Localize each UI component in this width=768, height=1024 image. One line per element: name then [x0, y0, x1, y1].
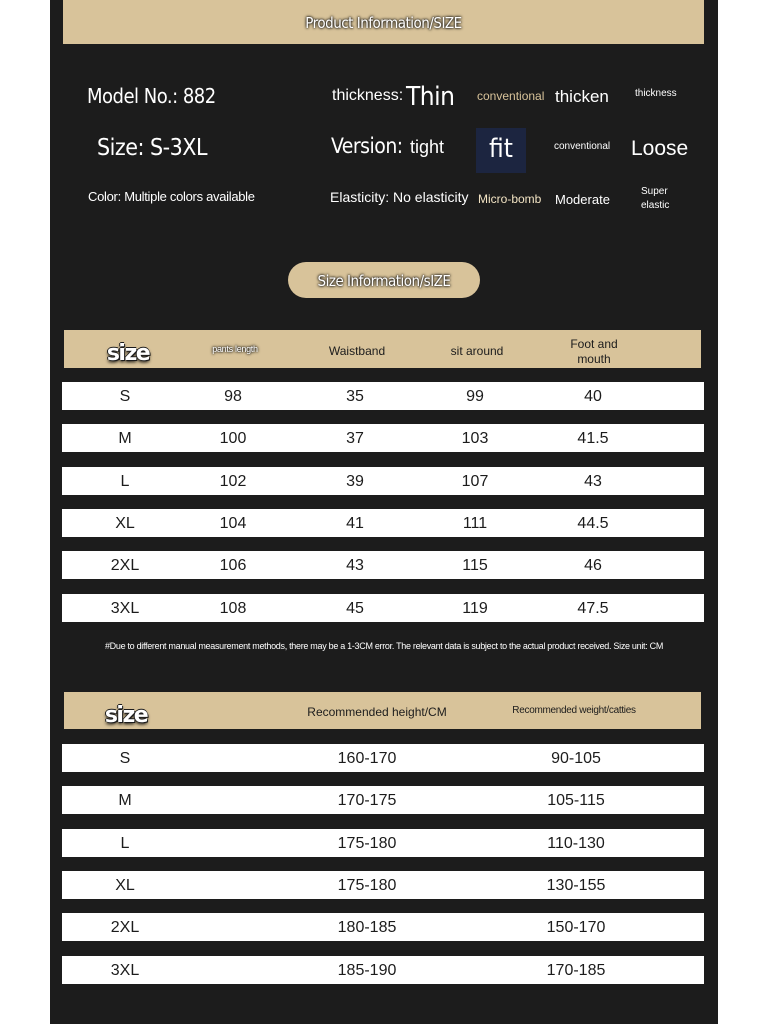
version-label: Version: — [331, 134, 403, 158]
table-cell: 170-185 — [546, 962, 606, 979]
table-cell: 185-190 — [337, 962, 397, 979]
table-row — [62, 956, 704, 984]
table-cell: 3XL — [110, 962, 140, 979]
table-cell: L — [120, 835, 130, 852]
table-cell: 35 — [346, 388, 364, 405]
version-option-fit: fit — [489, 134, 513, 164]
table-cell: 2XL — [110, 919, 140, 936]
header-bar — [63, 0, 704, 44]
table-cell: 150-170 — [546, 919, 606, 936]
table-cell: 40 — [584, 388, 602, 405]
table-cell: M — [118, 430, 132, 447]
color-info: Color: Multiple colors available — [88, 189, 255, 204]
table-cell: 44.5 — [577, 515, 609, 532]
table-cell: 108 — [219, 600, 247, 617]
table-cell: 100 — [219, 430, 247, 447]
size-info-pill — [288, 262, 480, 298]
table-cell: 170-175 — [337, 792, 397, 809]
version-option-conventional: conventional — [554, 141, 611, 152]
table-cell: XL — [115, 877, 135, 894]
table-cell: 99 — [466, 388, 484, 405]
thickness-option-conventional: conventional — [477, 89, 545, 103]
thickness-label: thickness: — [332, 87, 404, 104]
elasticity-option-super: Super elastic — [641, 186, 670, 211]
table-cell: 98 — [224, 388, 242, 405]
table-cell: 107 — [461, 473, 489, 490]
table-cell: 47.5 — [577, 600, 609, 617]
table-cell: XL — [115, 515, 135, 532]
table-cell: 106 — [219, 557, 247, 574]
table-cell: 43 — [346, 557, 364, 574]
header-foot-mouth: Foot and mouth — [570, 337, 618, 366]
measurement-note: #Due to different manual measurement methods, there may be a 1-3CM error. The relevant data is subject to the actual product received. Size unit: CM — [104, 641, 664, 651]
table-cell: 160-170 — [337, 750, 397, 767]
table-cell: 41 — [346, 515, 364, 532]
table-cell: 90-105 — [551, 750, 601, 767]
table-row — [62, 509, 704, 537]
thickness-option-thin: Thin — [406, 82, 455, 112]
header-rec-height: Recommended height/CM — [307, 705, 447, 719]
table-cell: 105-115 — [547, 792, 605, 809]
table-cell: 3XL — [110, 600, 140, 617]
thickness-option-thicken: thicken — [555, 87, 609, 106]
size-range: Size: S-3XL — [97, 135, 207, 161]
table-cell: S — [119, 388, 131, 405]
header-sit-around: sit around — [450, 344, 504, 358]
header-rec-weight: Recommended weight/catties — [512, 705, 636, 716]
table-cell: S — [119, 750, 131, 767]
table-cell: L — [120, 473, 130, 490]
table-row — [62, 744, 704, 772]
table-cell: 180-185 — [337, 919, 397, 936]
table-cell: 43 — [584, 473, 602, 490]
table-row — [62, 424, 704, 452]
table-row — [62, 551, 704, 579]
table-cell: 104 — [219, 515, 247, 532]
table-cell: 41.5 — [577, 430, 609, 447]
table-cell: 102 — [219, 473, 247, 490]
table-row — [62, 913, 704, 941]
table-row — [62, 382, 704, 410]
table-cell: 45 — [346, 600, 364, 617]
elasticity-option-moderate: Moderate — [555, 192, 610, 207]
table-cell: 39 — [346, 473, 364, 490]
table-cell: 119 — [462, 600, 488, 617]
table-cell: 111 — [462, 515, 488, 532]
table-row — [62, 829, 704, 857]
header-title: Product Information/SIZE — [305, 14, 462, 32]
header-waistband: Waistband — [328, 344, 386, 358]
table-cell: 175-180 — [337, 877, 397, 894]
table-row — [62, 467, 704, 495]
table-cell: 37 — [346, 430, 364, 447]
rec-table-header — [64, 692, 701, 729]
size-table-header — [64, 330, 701, 368]
table-cell: 130-155 — [546, 877, 606, 894]
table-cell: 2XL — [110, 557, 140, 574]
table-row — [62, 871, 704, 899]
table-cell: 110-130 — [547, 835, 605, 852]
elasticity-option-micro: Micro-bomb — [478, 192, 542, 206]
size-info-title: Size Information/sIZE — [317, 272, 451, 290]
header-pants-length: pants length — [212, 344, 258, 354]
table-cell: 175-180 — [337, 835, 397, 852]
table-cell: 103 — [461, 430, 489, 447]
version-option-tight: tight — [410, 137, 445, 157]
table-row — [62, 786, 704, 814]
thickness-option-thickness: thickness — [635, 88, 677, 99]
table-cell: 115 — [462, 557, 488, 574]
header-size: size — [106, 341, 150, 366]
table-cell: M — [118, 792, 132, 809]
version-option-loose: Loose — [631, 137, 689, 160]
table-row — [62, 594, 704, 622]
header-size: size — [104, 703, 148, 728]
elasticity-label: Elasticity: No elasticity — [330, 189, 469, 205]
table-cell: 46 — [584, 557, 602, 574]
model-number: Model No.: 882 — [87, 84, 216, 108]
